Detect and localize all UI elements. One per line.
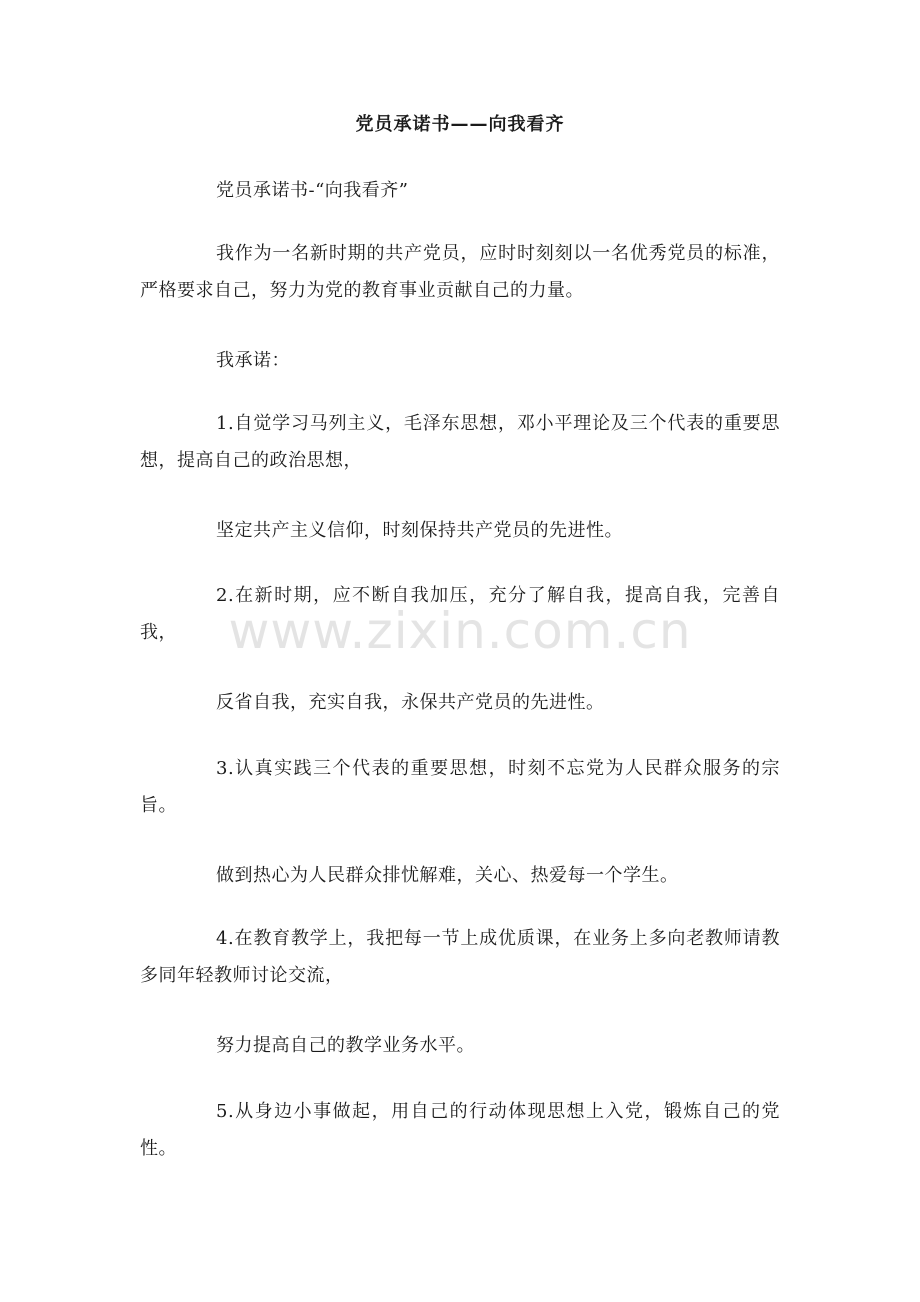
paragraph-item-2-continued: 反省自我，充实自我，永保共产党员的先进性。 (216, 692, 605, 713)
paragraph-item-4: 4.在教育教学上，我把每一节上成优质课，在业务上多向老教师请教多同年轻教师讨论交流， (140, 928, 780, 986)
paragraph-item-5: 5.从身边小事做起，用自己的行动体现思想上入党，锻炼自己的党性。 (140, 1101, 780, 1159)
paragraph-pledge-heading: 我承诺： (216, 350, 290, 371)
paragraph-item-1-continued: 坚定共产主义信仰，时刻保持共产党员的先进性。 (216, 520, 623, 541)
paragraph-intro: 我作为一名新时期的共产党员，应时时刻刻以一名优秀党员的标准，严格要求自己，努力为党的教育事业贡献自己的力量。 (140, 243, 780, 301)
paragraph-item-1: 1.自觉学习马列主义，毛泽东思想，邓小平理论及三个代表的重要思想，提高自己的政治思想， (140, 413, 780, 471)
paragraph-subtitle: 党员承诺书-“向我看齐” (216, 180, 409, 201)
document-title: 党员承诺书——向我看齐 (355, 114, 565, 135)
watermark-text: www.zixin.com.cn (228, 602, 692, 660)
paragraph-item-2: 2.在新时期，应不断自我加压，充分了解自我，提高自我，完善自我， (140, 585, 780, 643)
paragraph-item-3-continued: 做到热心为人民群众排忧解难，关心、热爱每一个学生。 (216, 865, 679, 886)
paragraph-item-3: 3.认真实践三个代表的重要思想，时刻不忘党为人民群众服务的宗旨。 (140, 758, 780, 816)
paragraph-item-4-continued: 努力提高自己的教学业务水平。 (216, 1035, 475, 1056)
